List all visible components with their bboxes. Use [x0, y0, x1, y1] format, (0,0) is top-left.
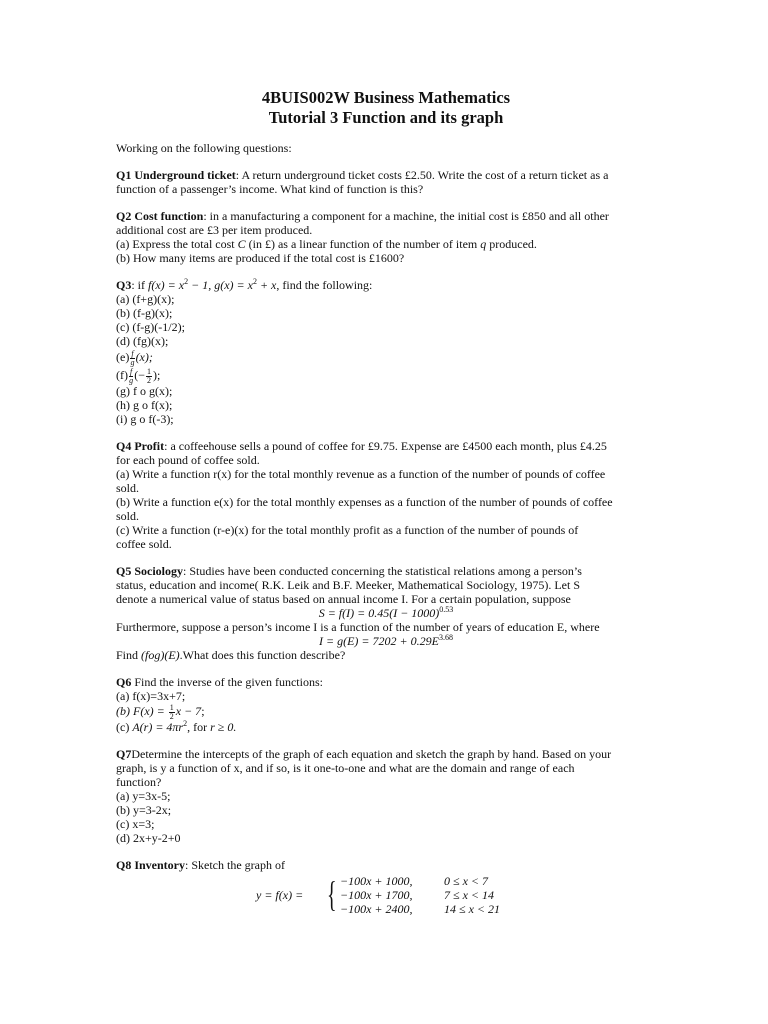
q1-label: Q1 Underground ticket	[116, 168, 236, 182]
q6-part-b: (b) F(x) = $\frac{1}{2}$ x − 7;	[116, 702, 205, 721]
q1-line1: : A return underground ticket costs £2.50. Write the cost of a return ticket as a	[235, 168, 609, 182]
q2-label: Q2 Cost function	[116, 209, 204, 223]
question-3: Q3: if $f(x) = x^2 - 1$, $g(x) = x^2 + x$, find the following: (a) (f+g)(x); (b) (f-g)(x); (c) (f-g)(-1/2); (d) (fg)(x); (e) $\frac{f}{g}$ (x); (f) $\frac{f}{g}$ (− $\frac{1}{2}$ ); (g) f o g(x); (h) g o f(x); (i) g o f(-3);	[116, 278, 656, 426]
q3-part-d: (d) (fg)(x);	[116, 334, 169, 348]
q6-label: Q6	[116, 675, 132, 689]
q7-part-a: (a) y=3x-5;	[116, 789, 171, 803]
q3-part-g: (g) f o g(x);	[116, 384, 173, 398]
q7-line3: function?	[116, 775, 162, 789]
q8-piecewise-function	[116, 874, 656, 916]
q3-part-c: (c) (f-g)(-1/2);	[116, 320, 185, 334]
q5-find: Find (fog)(E).What does this function describe?	[116, 648, 346, 662]
q6-part-a: (a) f(x)=3x+7;	[116, 689, 186, 703]
question-1	[116, 168, 656, 196]
q5-label: Q5 Sociology	[116, 564, 184, 578]
q6-part-c: (c) $A(r) = 4\pi r^2$, for r ≥ 0.	[116, 719, 237, 734]
question-6: Q6 Find the inverse of the given functions: (a) f(x)=3x+7; (b) F(x) = $\frac{1}{2}$ x − 7; (c) $A(r) = 4\pi r^2$, for r ≥ 0.	[116, 675, 656, 734]
q5-equation-income: $I = g(E) = 7202 + 0.29E^{3.68}$	[319, 633, 453, 648]
q7-line2: graph, is y a function of x, and if so, is it one-to-one and what are the domain and range of each	[116, 761, 575, 775]
q2-line1: : in a manufacturing a component for a machine, the initial cost is £850 and all other	[203, 209, 609, 223]
tutorial-page	[116, 88, 656, 916]
q3-f-definition: f(x) = x	[148, 278, 185, 292]
q3-part-e: (e) $\frac{f}{g}$ (x);	[116, 348, 153, 367]
q2-part-b: (b) How many items are produced if the total cost is £1600?	[116, 251, 405, 265]
q4-part-a-line1: (a) Write a function r(x) for the total monthly revenue as a function of the number of pounds of coffee	[116, 467, 606, 481]
q4-part-a-line2: sold.	[116, 481, 140, 495]
q8-piece-2: −100x + 1700, 7 ≤ x < 14	[340, 888, 495, 902]
q3-part-f: (f) $\frac{f}{g}$ (− $\frac{1}{2}$ );	[116, 366, 161, 385]
q8-label: Q8 Inventory	[116, 858, 185, 872]
question-8: Q8 Inventory: Sketch the graph of y = f(x) = { −100x + 1000, 0 ≤ x < 7 −100x + 1700, 7 ≤ x < 14 −100x + 2400, 14 ≤ x < 21	[116, 858, 656, 916]
q7-part-c: (c) x=3;	[116, 817, 155, 831]
q5-line2: status, education and income( R.K. Leik and B.F. Meeker, Mathematical Sociology, 1975). Let S	[116, 578, 581, 592]
q2-line2: additional cost are £3 per item produced.	[116, 223, 313, 237]
q5-equation-status: $S = f(I) = 0.45(I - 1000)^{0.53}$	[318, 605, 454, 620]
q7-part-b: (b) y=3-2x;	[116, 803, 172, 817]
q3-part-i: (i) g o f(-3);	[116, 412, 174, 426]
document-title-line1: 4BUIS002W Business Mathematics	[261, 88, 511, 107]
q7-label: Q7	[116, 747, 132, 761]
q1-line2: function of a passenger’s income. What kind of function is this?	[116, 182, 424, 196]
q4-line2: for each pound of coffee sold.	[116, 453, 260, 467]
q7-part-d: (d) 2x+y-2+0	[116, 831, 181, 845]
q8-piece-3: −100x + 2400, 14 ≤ x < 21	[340, 902, 501, 916]
q4-part-c-line1: (c) Write a function (r-e)(x) for the total monthly profit as a function of the number of pounds of	[116, 523, 579, 537]
question-2	[116, 209, 656, 265]
q8-function-lhs: y = f(x) =	[256, 888, 304, 902]
q8-piece-1: −100x + 1000, 0 ≤ x < 7	[340, 874, 489, 888]
question-5: Q5 Sociology: Studies have been conducted concerning the statistical relations among a person’s status, education and income( R.K. Leik and B.F. Meeker, Mathematical Sociology, 1975). Let S denote a numerical value of status based on annual income I. For a certain population, suppose $S = f(I) = 0.45(I - 1000)^{0.53}$ Furthermore, suppose a person’s income I is a function of the number of years of education E, where $I = g(E) = 7202 + 0.29E^{3.68}$ Find (fog)(E).What does this function describe?	[116, 564, 656, 662]
q3-label: Q3	[116, 278, 132, 292]
q3-part-b: (b) (f-g)(x);	[116, 306, 173, 320]
q3-part-h: (h) g o f(x);	[116, 398, 173, 412]
q4-part-b-line1: (b) Write a function e(x) for the total monthly expenses as a function of the number of pounds of coffee	[116, 495, 613, 509]
q4-part-c-line2: coffee sold.	[116, 537, 172, 551]
q5-line3: denote a numerical value of status based on annual income I. For a certain population, suppose	[116, 592, 571, 606]
q2-part-a: (a) Express the total cost C (in £) as a linear function of the number of item q produced.	[116, 237, 537, 251]
q4-label: Q4 Profit	[116, 439, 165, 453]
q4-part-b-line2: sold.	[116, 509, 140, 523]
intro-text: Working on the following questions:	[116, 141, 292, 155]
question-4: Q4 Profit: a coffeehouse sells a pound of coffee for £9.75. Expense are £4500 each month, plus £4.25 for each pound of coffee sold. (a) Write a function r(x) for the total monthly revenue as a function of the number of pounds of coffee sold. (b) Write a function e(x) for the total monthly expenses as a function of the number of pounds of coffee sold. (c) Write a function (r-e)(x) for the total monthly profit as a function of the number of pounds of coffee sold.	[116, 439, 656, 551]
q3-part-a: (a) (f+g)(x);	[116, 292, 175, 306]
document-title-line2: Tutorial 3 Function and its graph	[268, 108, 504, 127]
q5-line4: Furthermore, suppose a person’s income I is a function of the number of years of education E, where	[116, 620, 600, 634]
q8-brace: {	[327, 874, 337, 914]
question-7: Q7Determine the intercepts of the graph of each equation and sketch the graph by hand. Based on your graph, is y a function of x, and if so, is it one-to-one and what are the domain and range of each function? (a) y=3x-5; (b) y=3-2x; (c) x=3; (d) 2x+y-2+0	[116, 747, 656, 845]
